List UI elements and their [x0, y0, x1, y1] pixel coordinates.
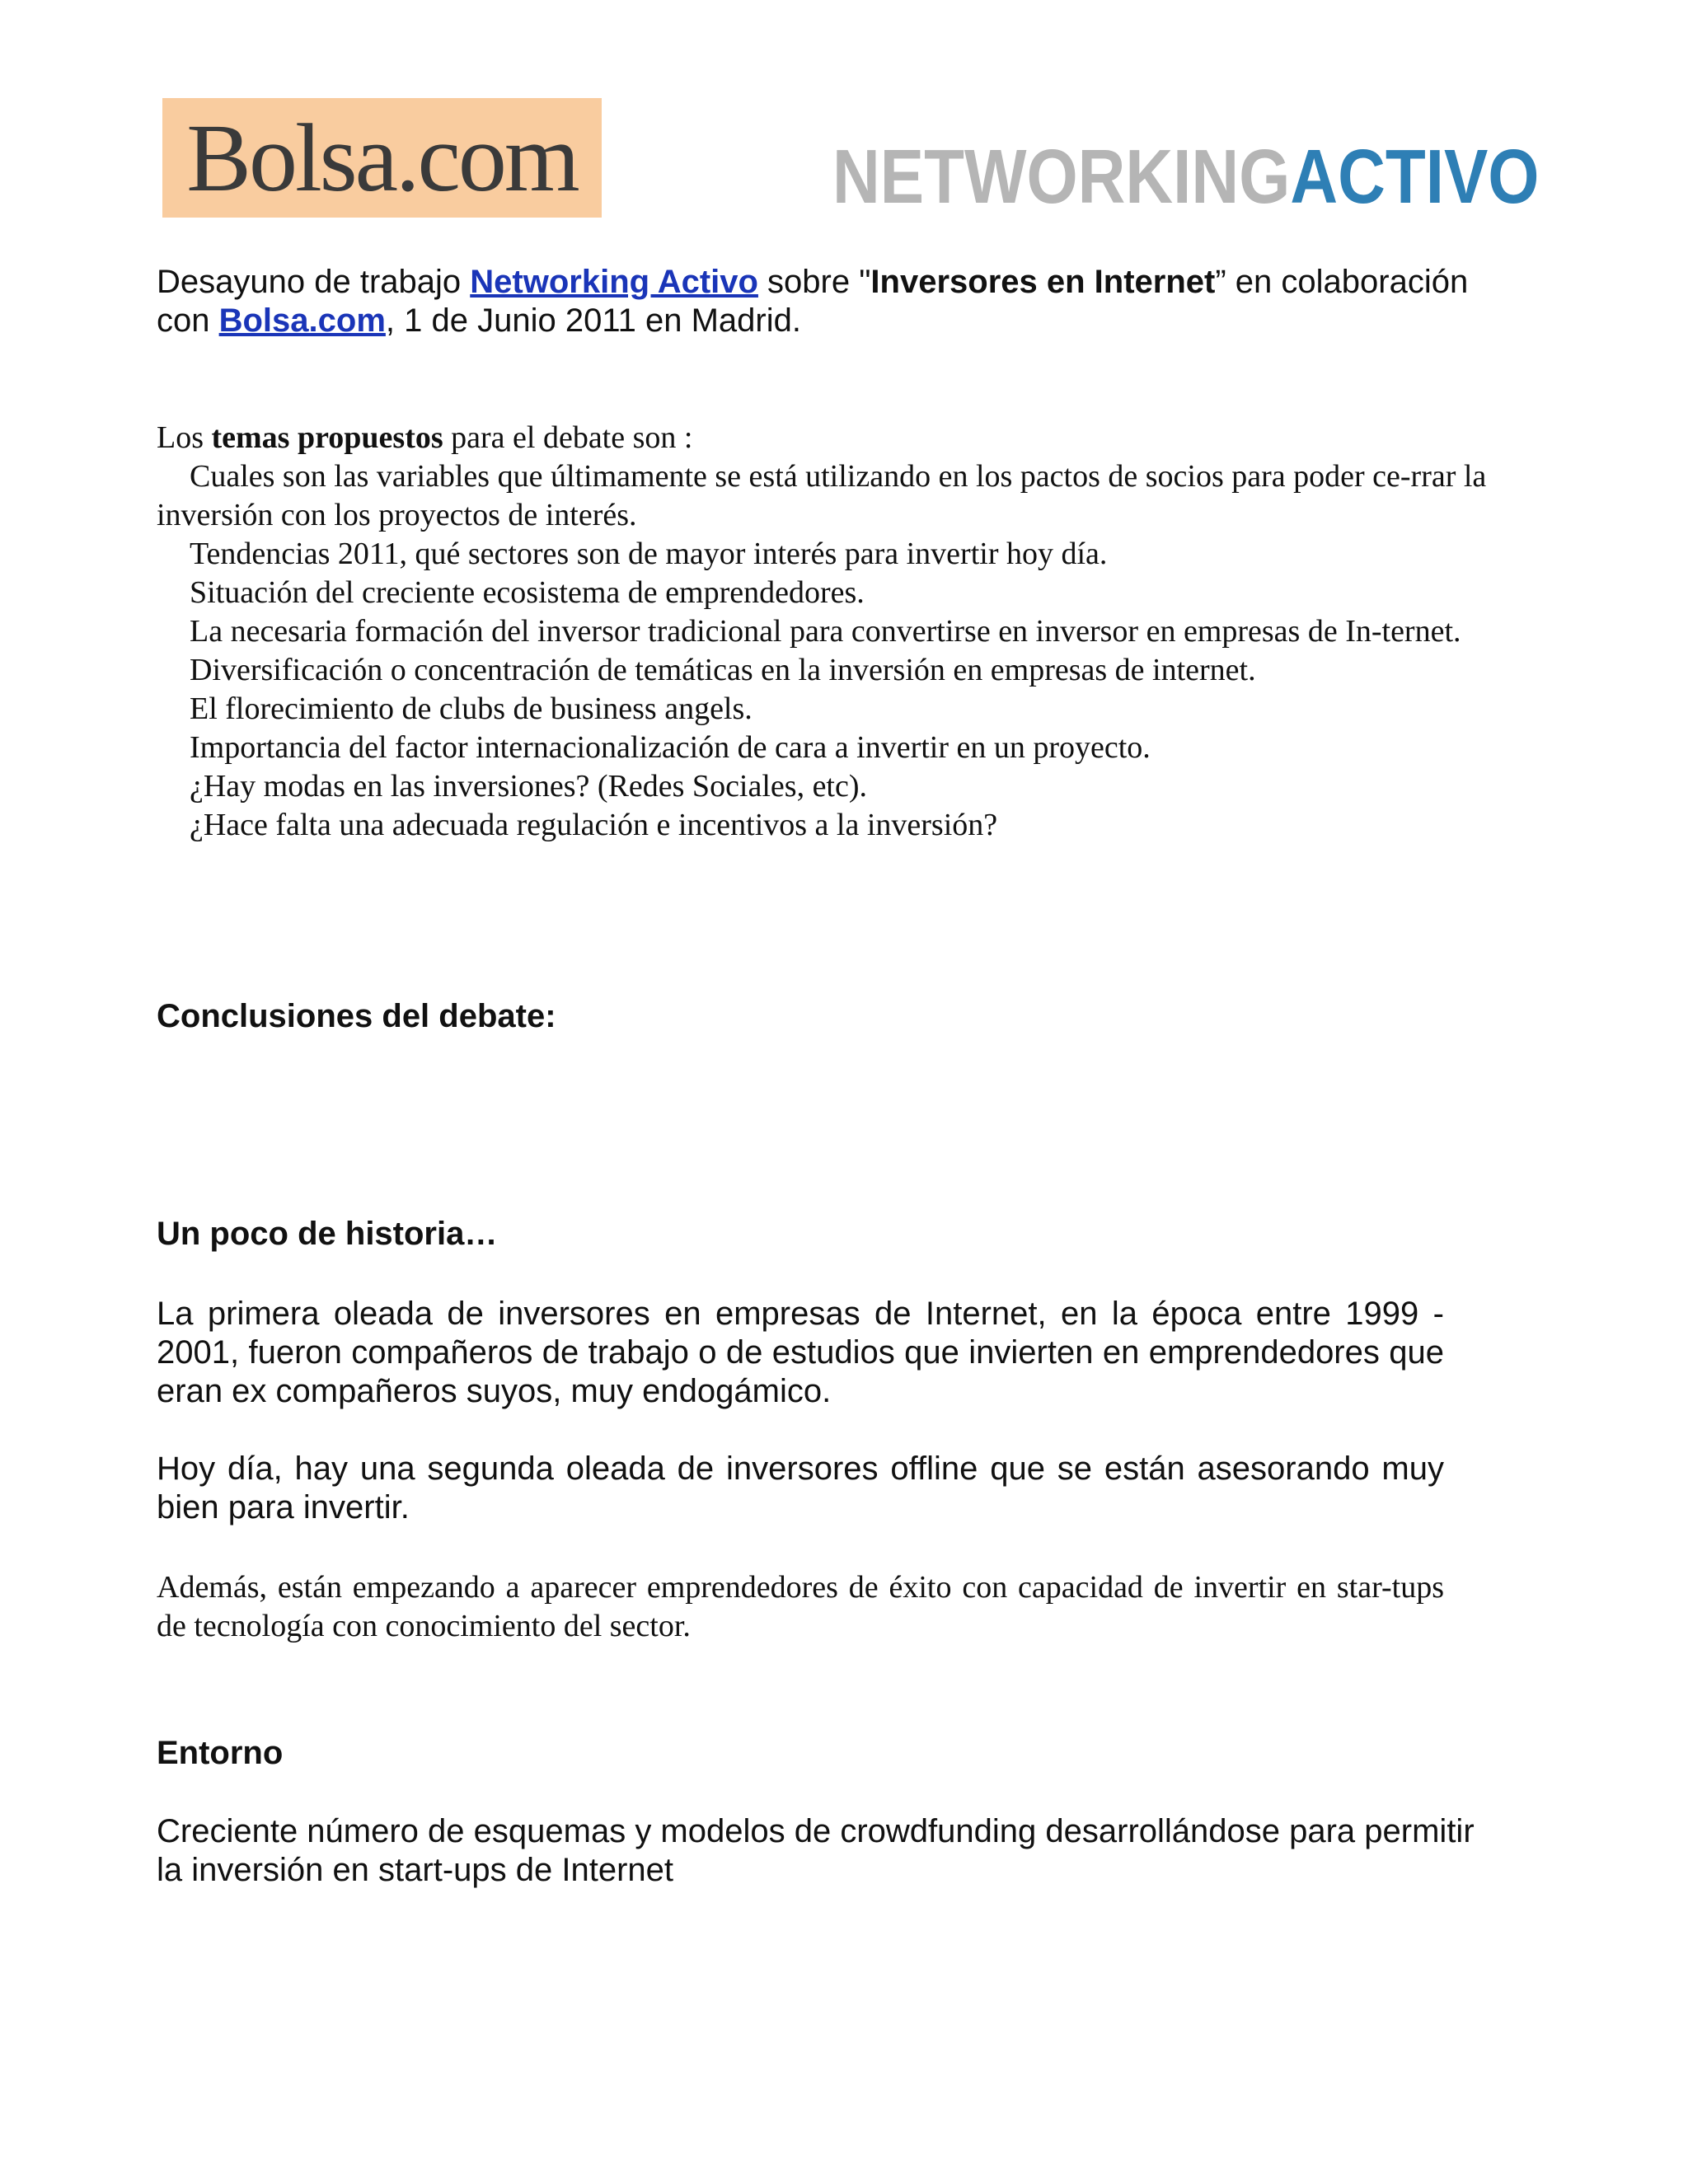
- entorno-heading: Entorno: [157, 1735, 284, 1771]
- intro-text-2: sobre ": [757, 264, 871, 300]
- topic-item: El florecimiento de clubs de business angels.: [190, 691, 753, 726]
- bolsa-link[interactable]: Bolsa.com: [218, 302, 386, 339]
- logo-activo-word: ACTIVO: [1290, 134, 1540, 219]
- intro-text-1: Desayuno de trabajo: [157, 264, 471, 300]
- history-paragraph-2: Hoy día, hay una segunda oleada de inversores offline que se están asesorando muy bien para invertir.: [157, 1451, 1444, 1526]
- networking-activo-link[interactable]: Networking Activo: [470, 264, 758, 300]
- topic-item: ¿Hay modas en las inversiones? (Redes Sociales, etc).: [190, 769, 868, 804]
- topic-item: La necesaria formación del inversor tradicional para convertirse en inversor en empresas de In-ternet.: [190, 614, 1461, 649]
- topic-item: Cuales son las variables que últimamente se está utilizando en los pactos de socios para poder ce-rrar la inversión con los proyectos de interés.: [157, 459, 1487, 532]
- intro-text-3: ” en colaboración con: [157, 264, 1469, 339]
- bolsa-logo: [162, 98, 602, 218]
- history-paragraph-3: Además, están empezando a aparecer emprendedores de éxito con capacidad de invertir en star-tups de tecnología con conocimiento del sector.: [157, 1570, 1444, 1643]
- bolsa-logo-text: Bolsa.com: [186, 103, 578, 212]
- topic-item: Tendencias 2011, qué sectores son de mayor interés para invertir hoy día.: [190, 537, 1108, 571]
- networking-activo-logo: [832, 134, 1540, 221]
- topics-bold: temas propuestos: [211, 420, 443, 455]
- logo-networking-word: NETWORKING: [832, 134, 1291, 219]
- topics-heading: [157, 419, 1492, 457]
- entorno-paragraph: Creciente número de esquemas y modelos de crowdfunding desarrollándose para permitir la inversión en start-ups de Internet: [157, 1813, 1475, 1888]
- conclusions-heading: Conclusiones del debate:: [157, 998, 556, 1034]
- topic-item: ¿Hace falta una adecuada regulación e incentivos a la inversión?: [190, 808, 998, 842]
- topics-prefix: Los: [157, 420, 212, 455]
- topic-item: Diversificación o concentración de temáticas en la inversión en empresas de internet.: [190, 653, 1256, 687]
- topics-list: [157, 457, 1492, 845]
- topics-suffix: para el debate son :: [443, 420, 693, 455]
- intro-text-4: , 1 de Junio 2011 en Madrid.: [385, 302, 801, 339]
- history-paragraph-1: La primera oleada de inversores en empresas de Internet, en la época entre 1999 - 2001, fueron compañeros de trabajo o de estudios que invierten en emprendedores que eran ex compañeros suyos, muy endogámico.: [157, 1296, 1444, 1409]
- intro-title-bold: Inversores en Internet: [870, 264, 1216, 300]
- history-heading: Un poco de historia…: [157, 1216, 498, 1252]
- topic-item: Situación del creciente ecosistema de emprendedores.: [190, 575, 865, 610]
- topic-item: Importancia del factor internacionalización de cara a invertir en un proyecto.: [190, 730, 1151, 765]
- intro-paragraph: [157, 263, 1492, 340]
